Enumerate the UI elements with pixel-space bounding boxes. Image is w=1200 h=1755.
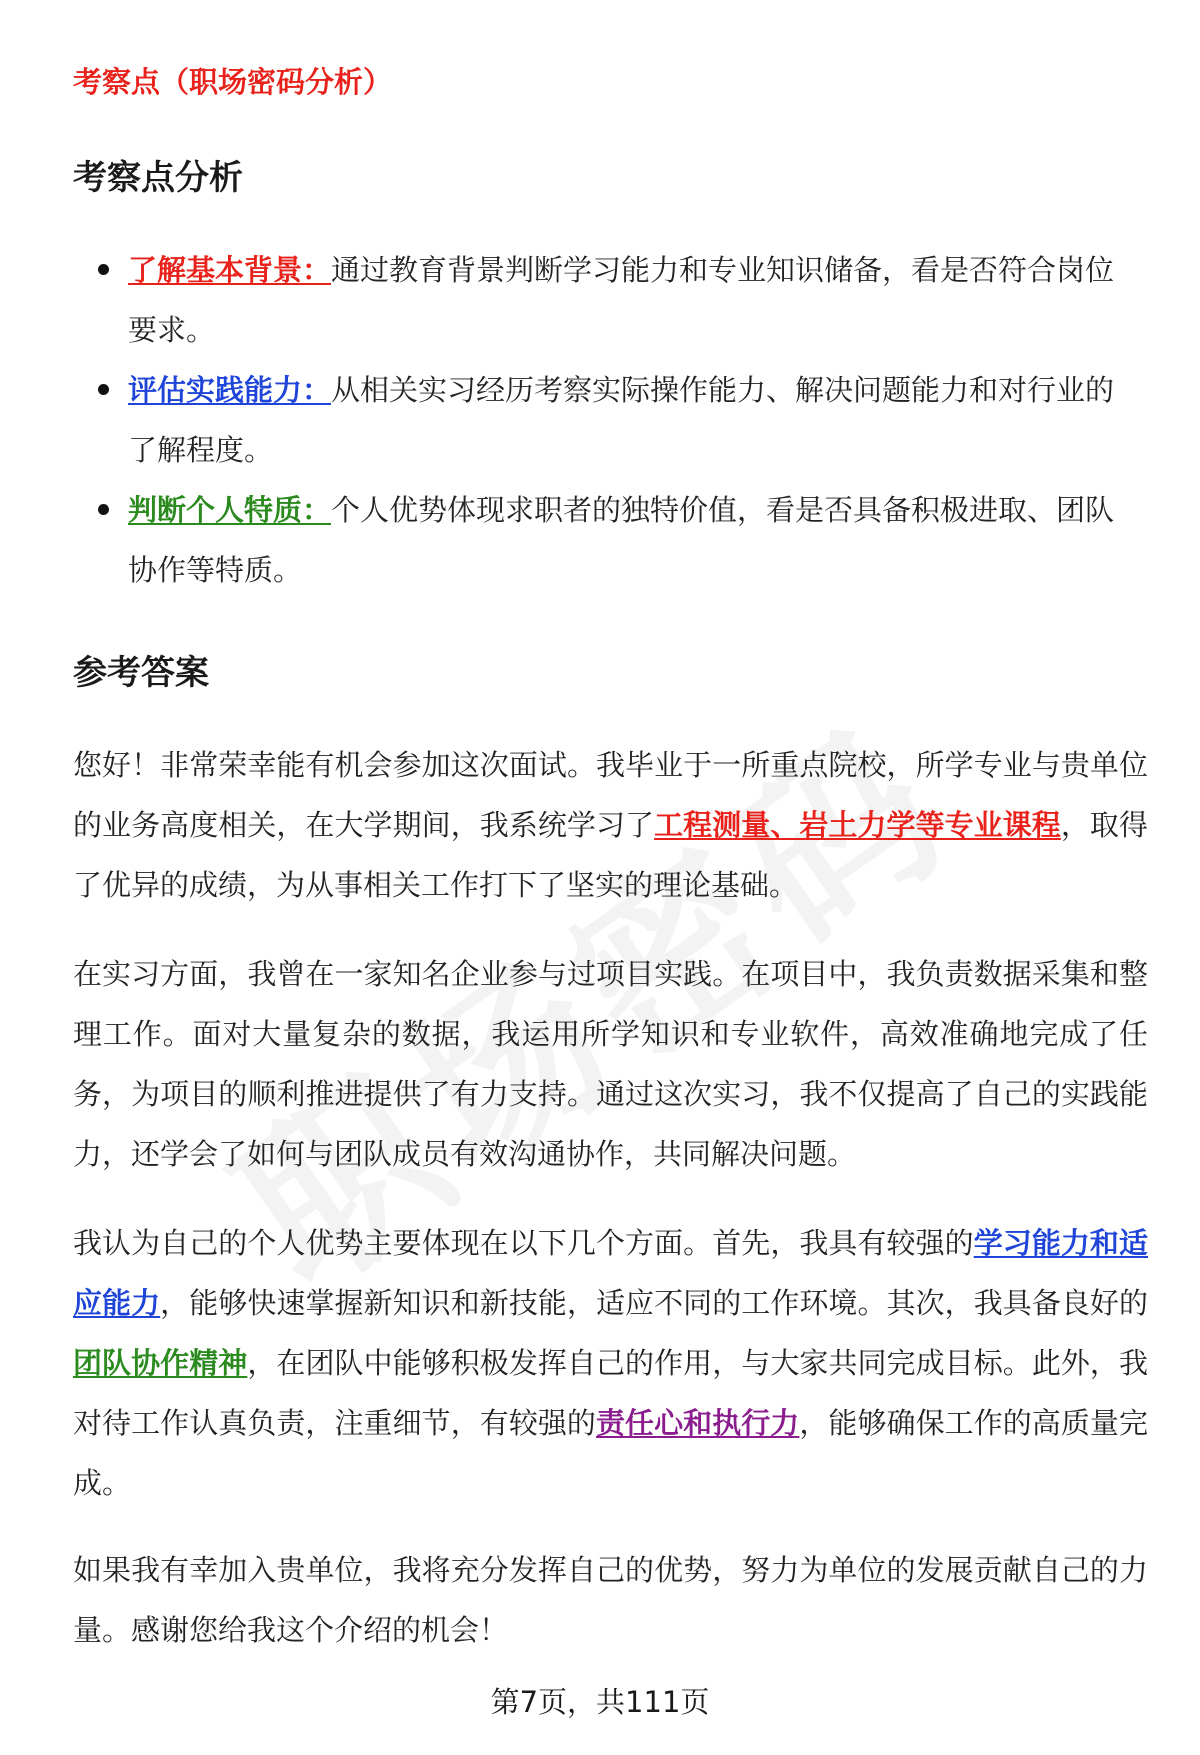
paragraph-text: ，能够确保工作的高质量完成。 [73,1406,1148,1500]
keyword-highlight: 学习能力和适应能力 [73,1226,1148,1320]
page-number: 第7页，共111页 [490,1685,710,1719]
analysis-points-list [73,240,1143,600]
paragraph-text: ，能够快速掌握新知识和新技能，适应不同的工作环境。其次，我具备良好的 [160,1286,1148,1320]
keyword-highlight: 工程测量、岩土力学等专业课程 [654,808,1061,842]
point-label: 评估实践能力： [128,373,332,407]
paragraph-text: 您好！非常荣幸能有机会参加这次面试。我毕业于一所重点院校，所学专业与贵单位的业务高度相关，在大学期间，我系统学习了 [73,748,1148,842]
list-item [73,240,1143,360]
point-label: 判断个人特质： [128,493,332,527]
bullet-icon [98,264,109,275]
point-text: 从相关实习经历考察实际操作能力、解决问题能力和对行业的了解程度。 [128,373,1115,467]
keyword-highlight: 责任心和执行力 [595,1406,800,1440]
analysis-heading: 考察点分析 [73,158,243,198]
point-text: 通过教育背景判断学习能力和专业知识储备，看是否符合岗位要求。 [128,253,1115,347]
section-title: 考察点（职场密码分析） [73,65,393,99]
answer-paragraph-2: 在实习方面，我曾在一家知名企业参与过项目实践。在项目中，我负责数据采集和整理工作。面对大量复杂的数据，我运用所学知识和专业软件，高效准确地完成了任务，为项目的顺利推进提供了有力支持。通过这次实习，我不仅提高了自己的实践能力，还学会了如何与团队成员有效沟通协作，共同解决问题。 [73,957,1148,1171]
keyword-highlight: 团队协作精神 [73,1346,248,1380]
paragraph-text: 我认为自己的个人优势主要体现在以下几个方面。首先，我具有较强的 [73,1226,974,1260]
list-item [73,360,1143,480]
answer-paragraph-1 [73,735,1148,915]
bullet-icon [98,504,109,515]
answer-paragraph-4: 如果我有幸加入贵单位，我将充分发挥自己的优势，努力为单位的发展贡献自己的力量。感谢您给我这个介绍的机会！ [73,1553,1148,1647]
answer-paragraph-3 [73,1213,1148,1513]
list-item [73,480,1143,600]
bullet-icon [98,384,109,395]
paragraph-text: ，取得了优异的成绩，为从事相关工作打下了坚实的理论基础。 [73,808,1148,902]
point-label: 了解基本背景： [128,253,332,287]
answer-heading: 参考答案 [73,653,209,693]
paragraph-text: ，在团队中能够积极发挥自己的作用，与大家共同完成目标。此外，我对待工作认真负责，注重细节，有较强的 [73,1346,1148,1440]
point-text: 个人优势体现求职者的独特价值，看是否具备积极进取、团队协作等特质。 [128,493,1115,587]
